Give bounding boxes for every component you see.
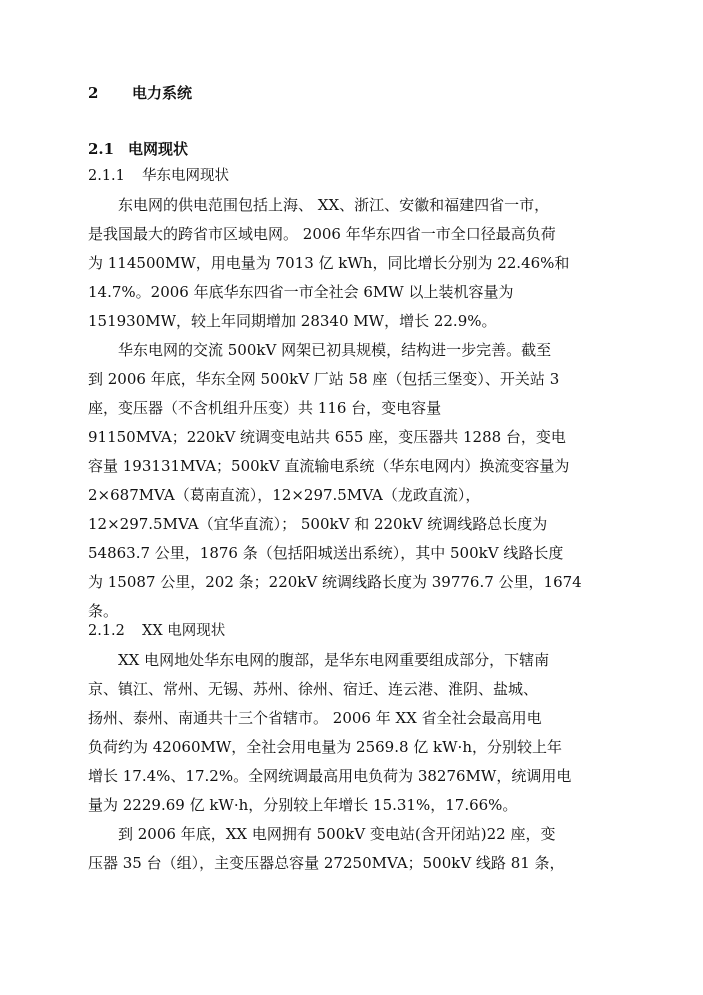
- section-title: 电力系统: [132, 84, 193, 102]
- section-heading: [88, 82, 192, 104]
- text-line: 到 2006 年底，华东全网 500kV 厂站 58 座（包括三堡变）、开关站 3: [88, 370, 560, 388]
- text-line: 增长 17.4%、17.2%。全网统调最高用电负荷为 38276MW，统调用电: [88, 767, 572, 785]
- text-line: 到 2006 年底，XX 电网拥有 500kV 变电站(含开闭站)22 座，变: [118, 825, 556, 843]
- sub2-paragraph-1: [88, 646, 618, 820]
- text-line: 压器 35 台（组），主变压器总容量 27250MVA；500kV 线路 81 条，: [88, 854, 565, 872]
- sub1-title: 华东电网现状: [142, 168, 229, 184]
- sub1-number: 2.1.1: [88, 168, 125, 184]
- text-line: 是我国最大的跨省市区域电网。 2006 年华东四省一市全口径最高负荷: [88, 225, 556, 243]
- text-line: 容量 193131MVA；500kV 直流输电系统（华东电网内）换流变容量为: [88, 457, 570, 475]
- sub1-heading: [88, 165, 229, 187]
- text-line: 扬州、泰州、南通共十三个省辖市。 2006 年 XX 省全社会最高用电: [88, 709, 542, 727]
- text-line: 151930MW，较上年同期增加 28340 MW，增长 22.9%。: [88, 312, 497, 330]
- sub1-paragraph-1: [88, 191, 618, 336]
- subsection-heading: [88, 138, 188, 160]
- text-line: 京、镇江、常州、无锡、苏州、徐州、宿迁、连云港、淮阴、盐城、: [88, 680, 539, 698]
- sub2-paragraph-2: [88, 820, 618, 878]
- text-line: 2×687MVA（葛南直流），12×297.5MVA（龙政直流），: [88, 486, 481, 504]
- text-line: 54863.7 公里，1876 条（包括阳城送出系统），其中 500kV 线路长度: [88, 544, 564, 562]
- section-number: 2: [88, 84, 99, 102]
- sub1-paragraph-2: [88, 336, 618, 626]
- subsection-number: 2.1: [88, 140, 115, 158]
- text-line: 为 15087 公里，202 条；220kV 统调线路长度为 39776.7 公里，1674: [88, 573, 582, 591]
- text-line: 为 114500MW，用电量为 7013 亿 kWh，同比增长分别为 22.46%和: [88, 254, 570, 272]
- text-line: 华东电网的交流 500kV 网架已初具规模，结构进一步完善。截至: [118, 341, 552, 359]
- sub2-number: 2.1.2: [88, 623, 125, 639]
- text-line: 14.7%。2006 年底华东四省一市全社会 6MW 以上装机容量为: [88, 283, 514, 301]
- text-line: 东电网的供电范围包括上海、 XX、浙江、安徽和福建四省一市，: [118, 196, 550, 214]
- text-line: 负荷约为 42060MW，全社会用电量为 2569.8 亿 kW·h，分别较上年: [88, 738, 562, 756]
- text-line: 条。: [88, 602, 119, 620]
- sub2-heading: [88, 620, 225, 642]
- sub2-title: XX 电网现状: [142, 623, 226, 639]
- text-line: 座，变压器（不含机组升压变）共 116 台，变电容量: [88, 399, 442, 417]
- text-line: 12×297.5MVA（宜华直流）； 500kV 和 220kV 统调线路总长度为: [88, 515, 548, 533]
- text-line: 量为 2229.69 亿 kW·h，分别较上年增长 15.31%，17.66%。: [88, 796, 518, 814]
- text-line: 91150MVA；220kV 统调变电站共 655 座，变压器共 1288 台，变电: [88, 428, 566, 446]
- text-line: XX 电网地处华东电网的腹部，是华东电网重要组成部分，下辖南: [118, 651, 550, 669]
- subsection-title: 电网现状: [128, 140, 189, 158]
